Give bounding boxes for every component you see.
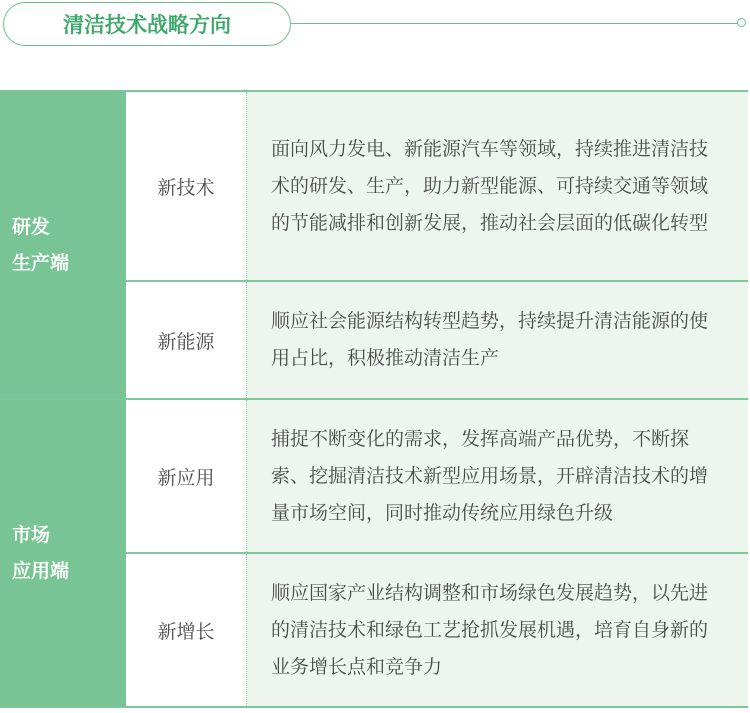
row-category: 新增长 <box>126 554 247 706</box>
row-description <box>247 92 748 280</box>
group-rows <box>126 92 748 398</box>
group-rd-production <box>0 90 748 400</box>
table-row <box>126 552 748 706</box>
group-market-application <box>0 400 748 708</box>
row-description-text: 捕捉不断变化的需求，发挥高端产品优势，不断探索、挖掘清洁技术新型应用场景，开辟清洁技术的增量市场空间，同时推动传统应用绿色升级 <box>271 427 709 524</box>
section-title-text: 清洁技术战略方向 <box>63 13 231 37</box>
header-divider-line <box>291 23 738 24</box>
group-label-line1: 研发 <box>12 216 51 238</box>
strategy-table <box>0 90 748 708</box>
group-rows <box>126 400 748 706</box>
header-end-dot <box>737 18 746 27</box>
section-title <box>3 2 291 46</box>
group-label <box>0 400 126 706</box>
row-category: 新应用 <box>126 400 247 552</box>
row-description <box>247 554 748 706</box>
group-label-line2: 应用端 <box>12 560 70 582</box>
row-description-text: 面向风力发电、新能源汽车等领域，持续推进清洁技术的研发、生产，助力新型能源、可持续交通等领域的节能减排和创新发展，推动社会层面的低碳化转型 <box>271 137 709 234</box>
table-row <box>126 400 748 552</box>
row-category: 新技术 <box>126 92 247 280</box>
group-label-line1: 市场 <box>12 524 51 546</box>
row-category: 新能源 <box>126 282 247 398</box>
row-description <box>247 400 748 552</box>
group-label <box>0 92 126 398</box>
table-row <box>126 280 748 398</box>
table-row <box>126 92 748 280</box>
row-description <box>247 282 748 398</box>
row-description-text: 顺应社会能源结构转型趋势，持续提升清洁能源的使用占比，积极推动清洁生产 <box>271 310 709 369</box>
group-label-line2: 生产端 <box>12 252 70 274</box>
row-description-text: 顺应国家产业结构调整和市场绿色发展趋势，以先进的清洁技术和绿色工艺抢抓发展机遇，培育自身新的业务增长点和竞争力 <box>271 581 709 678</box>
